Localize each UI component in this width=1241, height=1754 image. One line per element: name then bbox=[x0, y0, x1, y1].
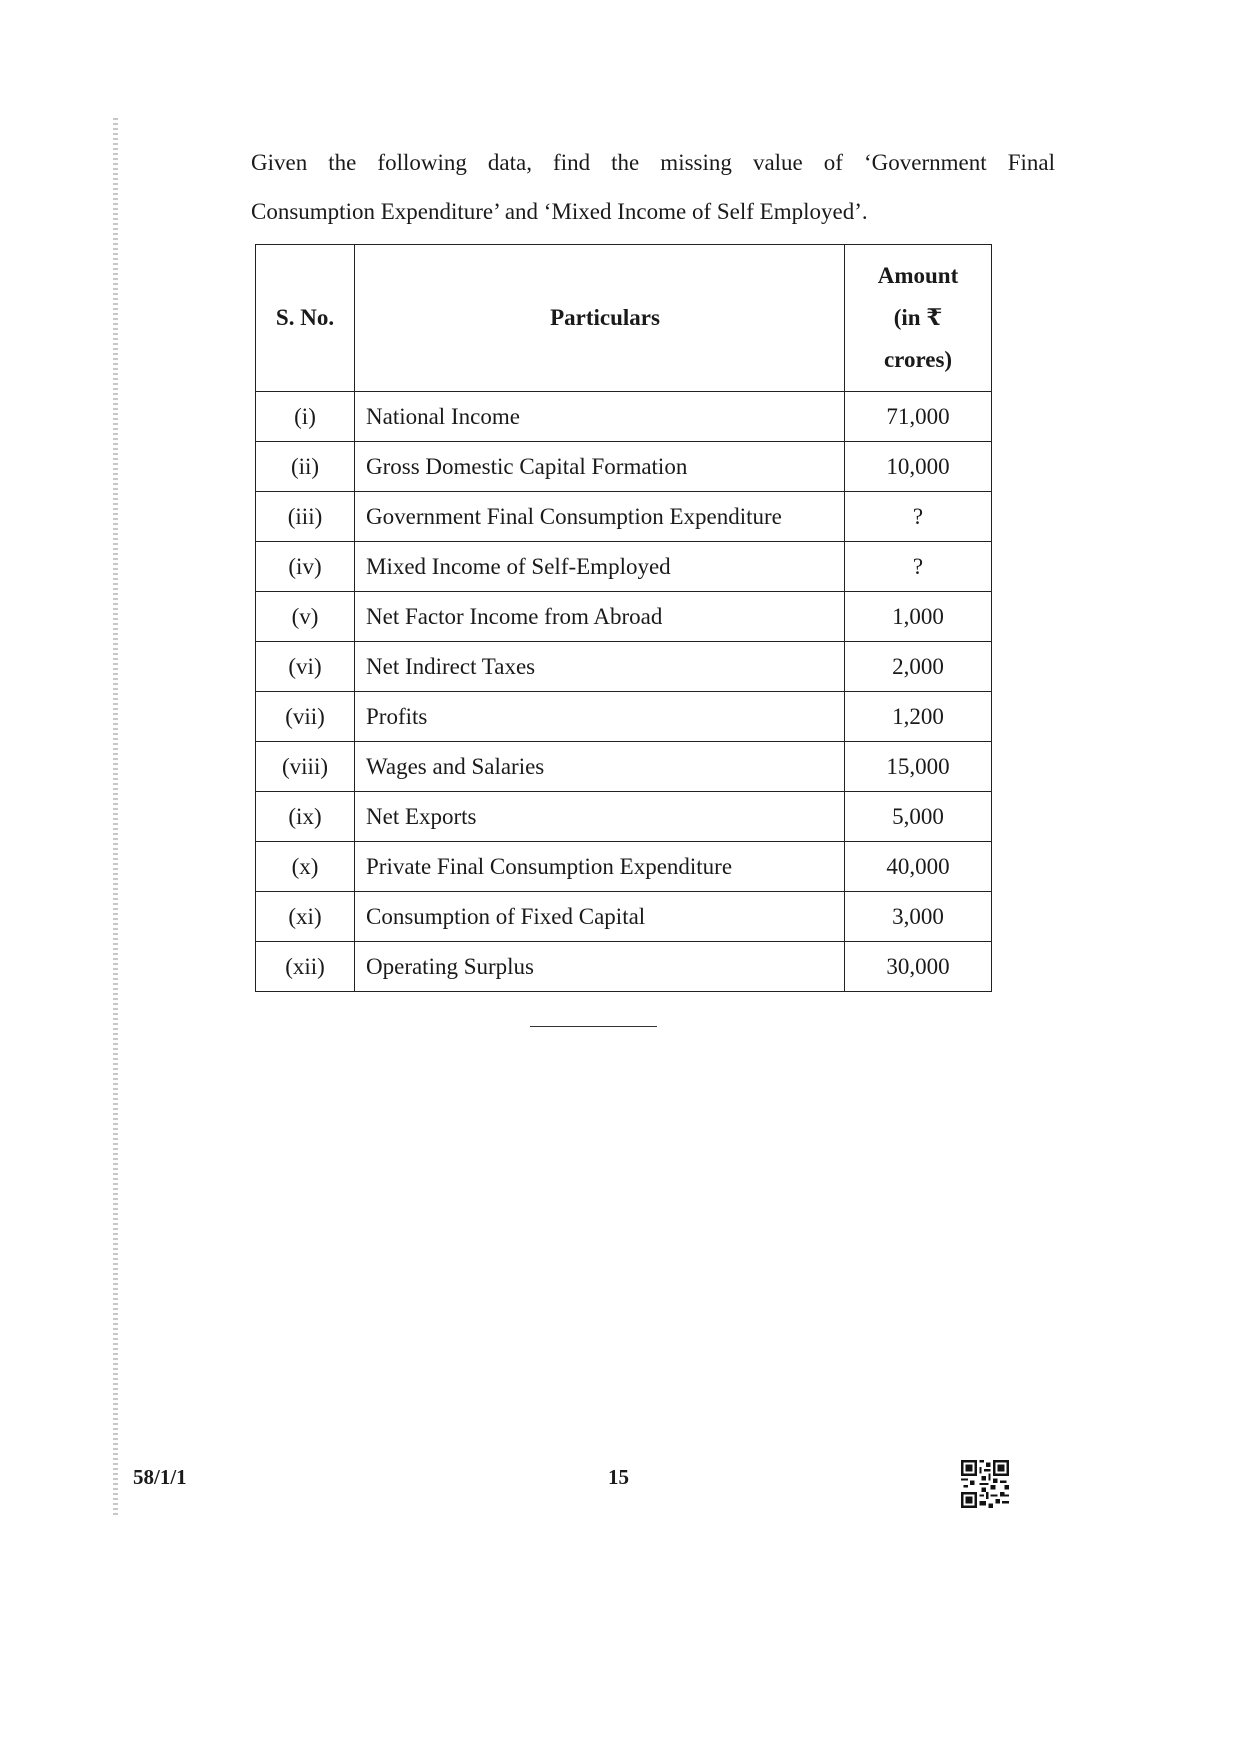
row-particular: National Income bbox=[355, 392, 845, 442]
table-row bbox=[256, 792, 992, 842]
header-amount bbox=[845, 245, 992, 392]
header-particulars: Particulars bbox=[355, 245, 845, 392]
row-particular: Net Factor Income from Abroad bbox=[355, 592, 845, 642]
row-amount: 5,000 bbox=[845, 792, 992, 842]
table-header-row bbox=[256, 245, 992, 392]
header-amount-line-3: crores) bbox=[883, 347, 953, 372]
row-sno: (vi) bbox=[256, 642, 355, 692]
table-row bbox=[256, 742, 992, 792]
row-particular: Mixed Income of Self-Employed bbox=[355, 542, 845, 592]
row-amount: 1,000 bbox=[845, 592, 992, 642]
margin-security-strip bbox=[113, 118, 118, 1518]
paper-code: 58/1/1 bbox=[133, 1465, 187, 1489]
row-particular: Private Final Consumption Expenditure bbox=[355, 842, 845, 892]
row-sno: (xi) bbox=[256, 892, 355, 942]
row-particular: Government Final Consumption Expenditure bbox=[355, 492, 845, 542]
row-sno: (v) bbox=[256, 592, 355, 642]
row-amount: 40,000 bbox=[845, 842, 992, 892]
header-amount-line-1: Amount bbox=[877, 263, 959, 288]
row-amount: 3,000 bbox=[845, 892, 992, 942]
table-row bbox=[256, 642, 992, 692]
row-amount: 15,000 bbox=[845, 742, 992, 792]
table-body bbox=[256, 392, 992, 992]
header-sno: S. No. bbox=[256, 245, 355, 392]
row-amount: ? bbox=[845, 492, 992, 542]
row-sno: (xii) bbox=[256, 942, 355, 992]
row-particular: Net Indirect Taxes bbox=[355, 642, 845, 692]
row-amount: 71,000 bbox=[845, 392, 992, 442]
question-line-2: Consumption Expenditure’ and ‘Mixed Income of Self Employed’. bbox=[251, 199, 868, 224]
row-sno: (vii) bbox=[256, 692, 355, 742]
row-amount: 1,200 bbox=[845, 692, 992, 742]
table-row bbox=[256, 842, 992, 892]
table-row bbox=[256, 492, 992, 542]
table-row bbox=[256, 892, 992, 942]
question-text bbox=[251, 138, 1055, 236]
row-particular: Consumption of Fixed Capital bbox=[355, 892, 845, 942]
data-table bbox=[255, 244, 992, 992]
row-sno: (ix) bbox=[256, 792, 355, 842]
row-sno: (viii) bbox=[256, 742, 355, 792]
row-sno: (ii) bbox=[256, 442, 355, 492]
row-amount: 30,000 bbox=[845, 942, 992, 992]
row-particular: Gross Domestic Capital Formation bbox=[355, 442, 845, 492]
qr-code-icon bbox=[961, 1460, 1009, 1508]
row-particular: Profits bbox=[355, 692, 845, 742]
end-of-question-rule bbox=[530, 1026, 657, 1027]
row-amount: 10,000 bbox=[845, 442, 992, 492]
table-row bbox=[256, 942, 992, 992]
table-row bbox=[256, 542, 992, 592]
row-amount: 2,000 bbox=[845, 642, 992, 692]
row-sno: (i) bbox=[256, 392, 355, 442]
page-number: 15 bbox=[608, 1465, 629, 1489]
row-particular: Wages and Salaries bbox=[355, 742, 845, 792]
table-row bbox=[256, 592, 992, 642]
row-sno: (iii) bbox=[256, 492, 355, 542]
row-particular: Operating Surplus bbox=[355, 942, 845, 992]
table-row bbox=[256, 392, 992, 442]
row-particular: Net Exports bbox=[355, 792, 845, 842]
row-sno: (x) bbox=[256, 842, 355, 892]
table-row bbox=[256, 442, 992, 492]
row-amount: ? bbox=[845, 542, 992, 592]
table-row bbox=[256, 692, 992, 742]
question-line-1: Given the following data, find the missing value of ‘Government Final bbox=[251, 150, 1055, 175]
row-sno: (iv) bbox=[256, 542, 355, 592]
header-amount-line-2: (in ₹ bbox=[893, 305, 943, 330]
